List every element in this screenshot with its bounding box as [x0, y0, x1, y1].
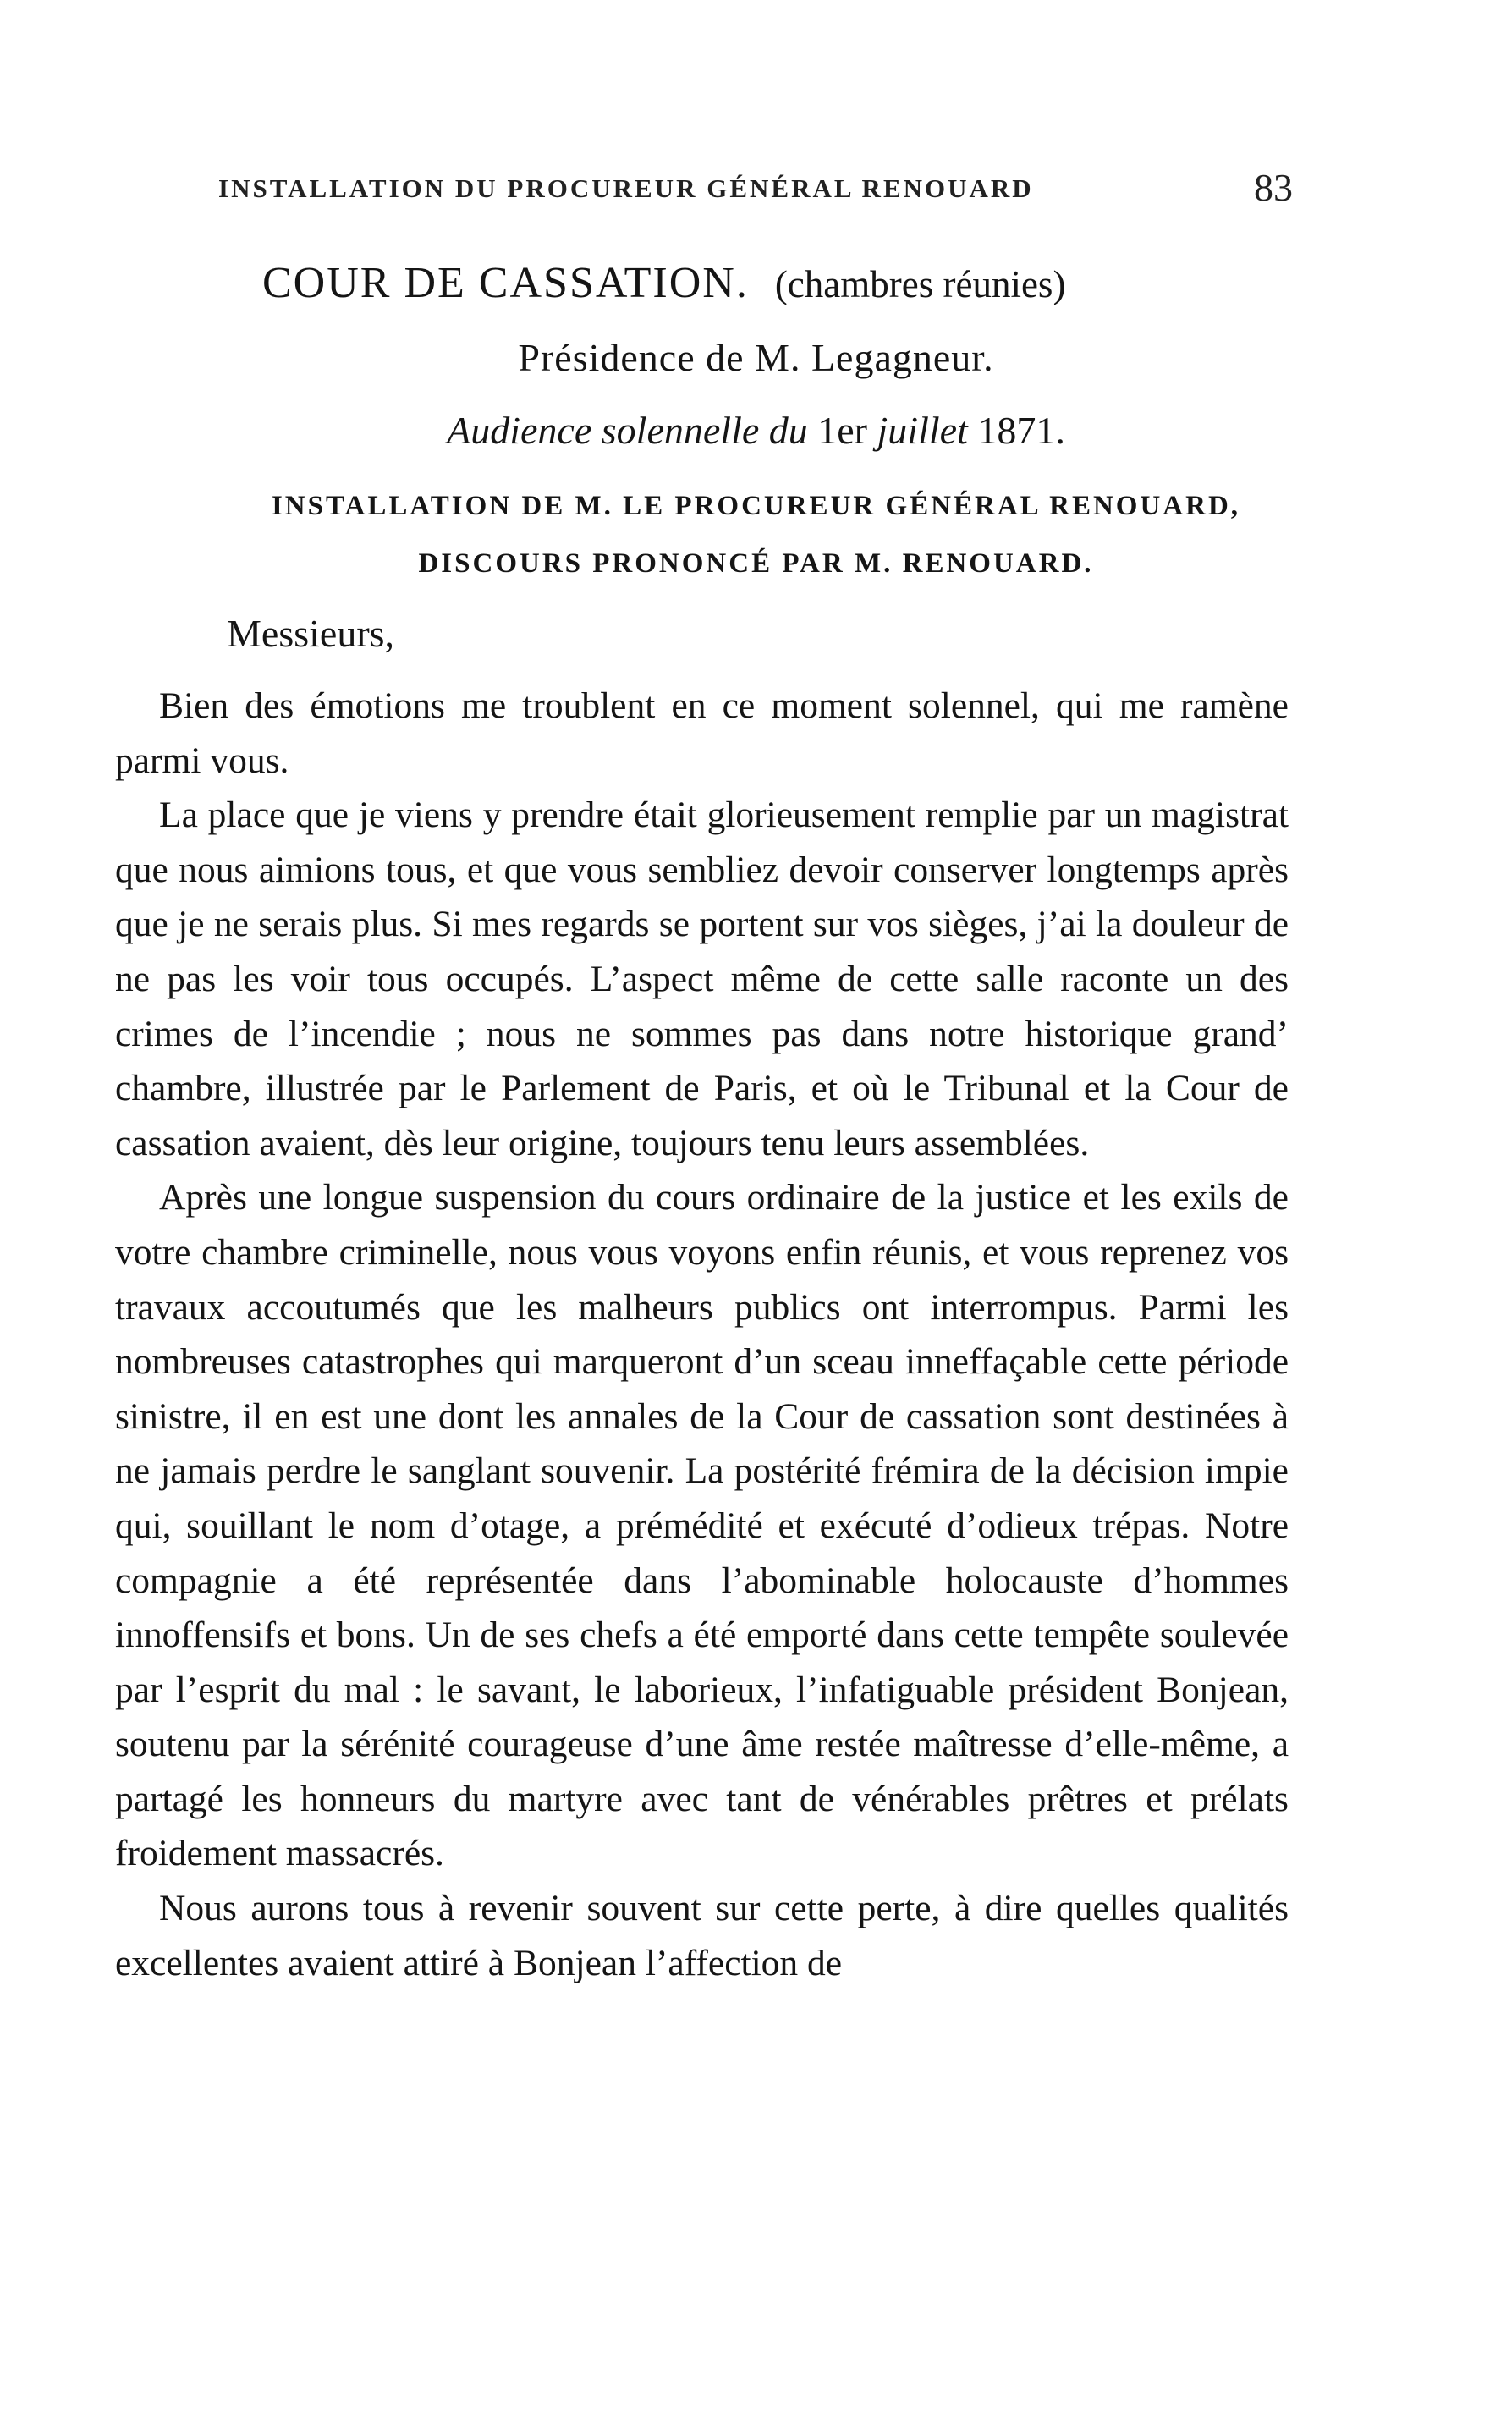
- paragraph: La place que je viens y prendre était glorieusement remplie par un magistrat que nous aimions tous, et que vous sembliez devoir conserver longtemps après que je ne serais plus. Si mes regards se portent sur vos sièges, j’ai la douleur de ne pas les voir tous occupés. L’aspect même de cette salle raconte un des crimes de l’incendie ; nous ne sommes pas dans notre historique grand’ chambre, illustrée par le Parlement de Paris, et où le Tribunal et la Cour de cassation avaient, dès leur origine, toujours tenu leurs assemblées.: [115, 795, 1289, 1163]
- paragraph: Nous aurons tous à revenir souvent sur cette perte, à dire quelles qualités excellentes avaient attiré à Bonjean l’affection de: [115, 1888, 1289, 1983]
- audience-ordinal: 1er: [817, 409, 868, 452]
- audience-month: juillet: [877, 409, 968, 452]
- audience-year: 1871.: [977, 409, 1065, 452]
- audience-prefix: Audience solennelle du: [447, 409, 808, 452]
- speech-body: [115, 679, 1289, 1990]
- court-title: [262, 258, 1065, 308]
- court-name: COUR DE CASSATION.: [262, 259, 749, 307]
- court-chambers: (chambres réunies): [774, 263, 1066, 305]
- running-head: [218, 166, 1293, 209]
- paragraph: Bien des émotions me troublent en ce moment solennel, qui me ramène parmi vous.: [115, 685, 1289, 781]
- salutation: Messieurs,: [227, 612, 395, 655]
- audience-date-line: [0, 408, 1512, 453]
- section-heading-discours: DISCOURS PRONONCÉ PAR M. RENOUARD.: [418, 548, 1094, 579]
- running-head-title: INSTALLATION DU PROCUREUR GÉNÉRAL RENOUARD: [218, 173, 1034, 203]
- section-heading-installation: INSTALLATION DE M. LE PROCUREUR GÉNÉRAL RENOUARD,: [271, 491, 1241, 521]
- page-number: 83: [1254, 166, 1293, 209]
- presidence-line: Présidence de M. Legagneur.: [518, 336, 994, 379]
- paragraph: Après une longue suspension du cours ordinaire de la justice et les exils de votre chambre criminelle, nous vous voyons enfin réunis, et vous reprenez vos travaux accoutumés que les malheurs publics ont interrompus. Parmi les nombreuses catastrophes qui marqueront d’un sceau inneffaçable cette période sinistre, il en est une dont les annales de la Cour de cassation sont destinées à ne jamais perdre le sanglant souvenir. La postérité frémira de la décision impie qui, souillant le nom d’otage, a prémédité et exécuté d’odieux trépas. Notre compagnie a été représentée dans l’abominable holocauste d’hommes innoffensifs et bons. Un de ses chefs a été emporté dans cette tempête soulevée par l’esprit du mal : le savant, le laborieux, l’infatiguable président Bonjean, soutenu par la sérénité courageuse d’une âme restée maîtresse d’elle-même, a partagé les honneurs du martyre avec tant de vénérables prêtres et prélats froidement massacrés.: [115, 1177, 1289, 1874]
